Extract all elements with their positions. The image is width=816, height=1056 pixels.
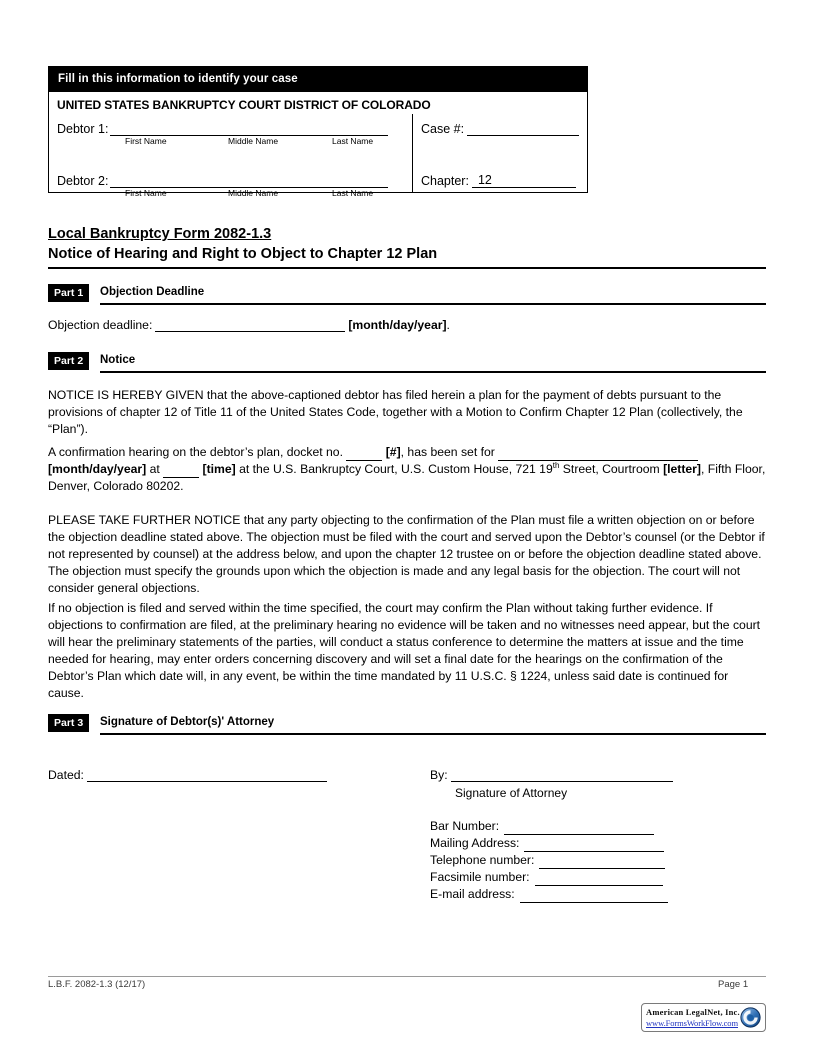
debtor-2-name-hints	[125, 188, 407, 200]
objection-deadline-period: .	[446, 318, 450, 332]
part-1-header	[48, 284, 766, 303]
case-caption-box	[48, 66, 588, 198]
dated-field	[48, 768, 327, 782]
footer-page-number: Page 1	[718, 979, 749, 990]
debtor-1-label: Debtor 1:	[57, 122, 109, 136]
hearing-text-e: at	[146, 462, 164, 476]
debtor-2-label: Debtor 2:	[57, 174, 109, 188]
chapter-input[interactable]: 12	[472, 173, 576, 188]
hearing-text-j: , Fifth Floor, Denver, Colorado 80202.	[48, 462, 766, 493]
part-1-badge: Part 1	[48, 284, 89, 302]
case-number-field	[421, 118, 579, 136]
part-3-heading: Signature of Debtor(s)' Attorney	[100, 716, 275, 728]
attorney-info-row	[430, 835, 668, 852]
signature-of-attorney-caption: Signature of Attorney	[455, 786, 568, 800]
telephone-number-input[interactable]	[539, 855, 665, 869]
attorney-info-block	[430, 818, 668, 903]
legalnet-swirl-icon	[740, 1007, 761, 1028]
part-3-header	[48, 714, 766, 733]
logo-website-link[interactable]: www.FormsWorkFlow.com	[646, 1018, 738, 1028]
middle-name-hint: Middle Name	[228, 188, 279, 198]
debtor-2-row	[57, 170, 407, 200]
hearing-time-input[interactable]	[163, 465, 199, 478]
notice-paragraph-1: NOTICE IS HEREBY GIVEN that the above-captioned debtor has filed herein a plan for the payment of debts pursuant to the provisions of chapter 12 of Title 11 of the United States Code, together with a Motion to Confirm Chapter 12 Plan (collectively, the “Plan”).	[48, 388, 743, 436]
dated-label: Dated:	[48, 768, 84, 782]
american-legalnet-logo	[641, 1003, 766, 1032]
facsimile-number-label: Facsimile number:	[430, 870, 530, 884]
first-name-hint: First Name	[125, 188, 167, 198]
attorney-info-row	[430, 869, 668, 886]
chapter-field	[421, 170, 576, 188]
part-2-badge: Part 2	[48, 352, 89, 370]
notice-paragraph-2	[48, 444, 766, 495]
objection-deadline-input[interactable]	[155, 318, 345, 332]
bar-number-label: Bar Number:	[430, 819, 500, 833]
logo-text-block	[646, 1007, 738, 1028]
signature-by-field	[430, 768, 673, 782]
caption-banner: Fill in this information to identify your case	[49, 67, 587, 92]
courtroom-letter-hint: [letter]	[663, 462, 701, 476]
debtor-1-name-hints	[125, 136, 407, 148]
caption-body	[49, 92, 587, 198]
hearing-date-hint: [month/day/year]	[48, 462, 147, 476]
logo-company-name: American LegalNet, Inc.	[646, 1007, 740, 1017]
telephone-number-label: Telephone number:	[430, 853, 535, 867]
attorney-info-row	[430, 818, 668, 835]
notice-paragraph-4: If no objection is filed and served within the time specified, the court may confirm the Plan without taking further evidence. If objections to confirmation are filed, at the preliminary hearing no evidence will be taken and no witnesses need appear, but the court will hear the preliminary statements of the parties, will conduct a status conference to determine the matters at issue and the time needed for hearing, may enter orders concerning discovery and will set a final date for the hearings on the confirmation of the Debtor’s Plan which date will, in any event, be within the time mandated by 11 U.S.C. § 1224, unless said date is continued for cause.	[48, 601, 761, 700]
street-ordinal-suffix: th	[552, 460, 560, 470]
attorney-info-row	[430, 886, 668, 903]
part-1-heading: Objection Deadline	[100, 286, 205, 298]
by-label: By:	[430, 768, 448, 782]
hearing-text-a: A confirmation hearing on the debtor’s plan, docket no.	[48, 445, 347, 459]
title-divider	[48, 267, 766, 269]
form-number-title: Local Bankruptcy Form 2082-1.3	[48, 226, 272, 242]
objection-deadline-label: Objection deadline:	[48, 318, 153, 332]
debtor-1-row	[57, 118, 407, 148]
docket-number-input[interactable]	[346, 448, 382, 461]
chapter-label: Chapter:	[421, 174, 469, 188]
debtor-2-name-input[interactable]	[110, 172, 388, 188]
dated-input[interactable]	[87, 768, 327, 782]
middle-name-hint: Middle Name	[228, 136, 279, 146]
bar-number-input[interactable]	[504, 821, 654, 835]
hearing-text-c: , has been set for	[400, 445, 499, 459]
hearing-date-input[interactable]	[498, 448, 698, 461]
hearing-text-g: at the U.S. Bankruptcy Court, U.S. Custom House, 721 19	[235, 462, 553, 476]
part-1-rule	[100, 303, 766, 305]
objection-deadline-format-hint: [month/day/year]	[348, 318, 447, 332]
objection-deadline-line	[48, 318, 450, 332]
debtor-1-name-input[interactable]	[110, 120, 388, 136]
part-2-heading: Notice	[100, 354, 136, 366]
docket-number-hint: [#]	[385, 445, 401, 459]
mailing-address-input[interactable]	[524, 838, 664, 852]
case-number-label: Case #:	[421, 122, 465, 136]
last-name-hint: Last Name	[332, 188, 374, 198]
attorney-signature-input[interactable]	[451, 768, 673, 782]
email-address-input[interactable]	[520, 889, 668, 903]
hearing-time-hint: [time]	[202, 462, 236, 476]
footer-form-id: L.B.F. 2082-1.3 (12/17)	[48, 979, 146, 990]
part-2-rule	[100, 371, 766, 373]
mailing-address-label: Mailing Address:	[430, 836, 520, 850]
part-3-badge: Part 3	[48, 714, 89, 732]
form-name-title: Notice of Hearing and Right to Object to Chapter 12 Plan	[48, 246, 438, 262]
first-name-hint: First Name	[125, 136, 167, 146]
notice-paragraph-3: PLEASE TAKE FURTHER NOTICE that any party objecting to the confirmation of the Plan must file a written objection on or before the objection deadline stated above. The objection must be filed with the court and served upon the Debtor’s counsel (or the Debtor if not represented by counsel) at the address below, and upon the chapter 12 trustee on or before the objection deadline stated above. The objection must specify the grounds upon which the objection is made and any legal basis for the objection. The court will not consider general objections.	[48, 513, 765, 595]
caption-column-divider	[412, 114, 413, 192]
last-name-hint: Last Name	[332, 136, 374, 146]
part-2-header	[48, 352, 766, 371]
footer-divider	[48, 976, 766, 977]
attorney-info-row	[430, 852, 668, 869]
facsimile-number-input[interactable]	[535, 872, 663, 886]
court-title: UNITED STATES BANKRUPTCY COURT DISTRICT OF COLORADO	[57, 98, 431, 112]
part-3-rule	[100, 733, 766, 735]
email-address-label: E-mail address:	[430, 887, 515, 901]
hearing-text-h: Street, Courtroom	[559, 462, 664, 476]
case-number-input[interactable]	[467, 121, 579, 136]
